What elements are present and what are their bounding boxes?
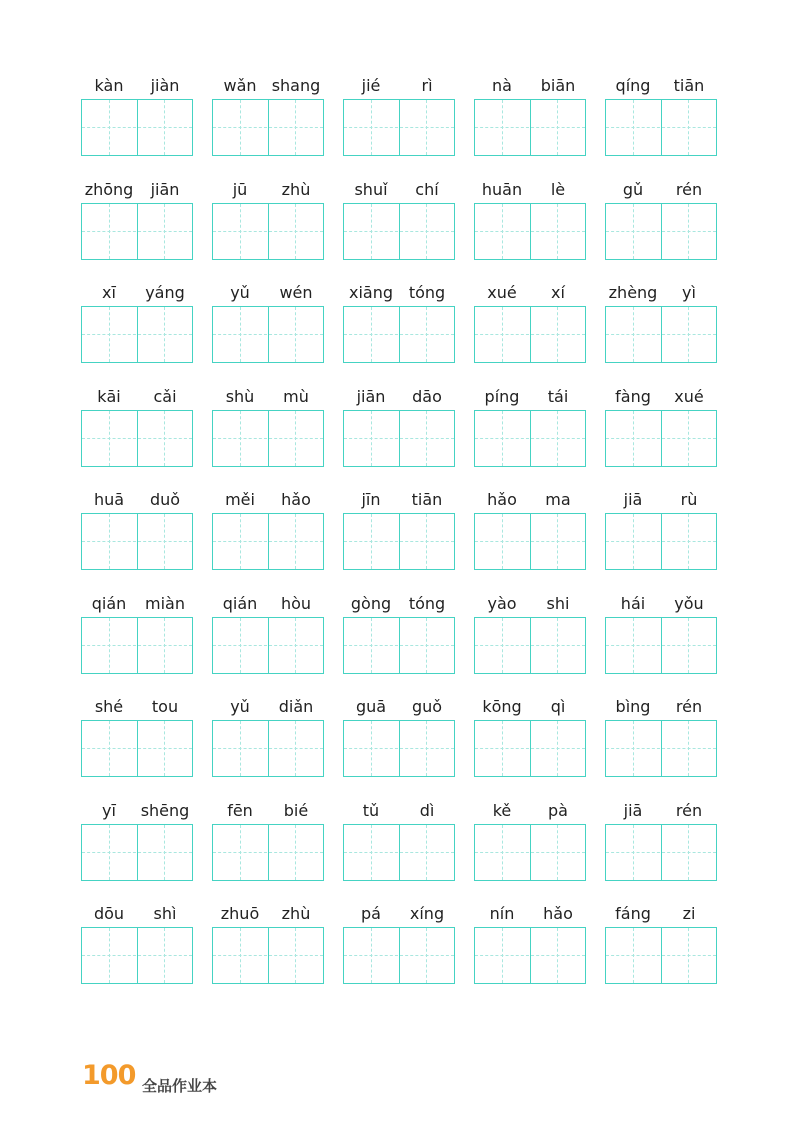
tianzige-writing-boxes[interactable]: [605, 99, 717, 156]
word-cell: [605, 386, 717, 480]
tianzige-writing-boxes[interactable]: [212, 410, 324, 467]
word-cell: [343, 75, 455, 169]
guide-line-horizontal: [475, 852, 585, 853]
pinyin-syllable: mù: [283, 387, 309, 406]
pinyin-syllable: shēng: [140, 801, 190, 820]
pinyin-syllable: zhù: [281, 180, 311, 199]
pinyin-syllable: gòng: [350, 594, 392, 613]
pinyin-syllable: hái: [620, 594, 646, 613]
word-cell: [81, 179, 193, 273]
pinyin-syllable: shù: [225, 387, 255, 406]
pinyin-syllable: gǔ: [622, 180, 644, 199]
pinyin-syllable: yǒu: [674, 594, 704, 613]
tianzige-writing-boxes[interactable]: [343, 927, 455, 984]
pinyin-syllable: fáng: [615, 904, 651, 923]
word-cell: [343, 179, 455, 273]
guide-line-horizontal: [606, 334, 716, 335]
pinyin-syllable: qì: [550, 697, 566, 716]
word-cell: [343, 800, 455, 894]
guide-line-horizontal: [82, 748, 192, 749]
tianzige-writing-boxes[interactable]: [474, 720, 586, 777]
pinyin-syllable: zhèng: [608, 283, 658, 302]
word-cell: [474, 800, 586, 894]
pinyin-syllable: jīn: [361, 490, 381, 509]
pinyin-syllable: zi: [682, 904, 696, 923]
word-cell: [212, 696, 324, 790]
pinyin-syllable: zhuō: [220, 904, 260, 923]
pinyin-syllable: ma: [545, 490, 571, 509]
tianzige-writing-boxes[interactable]: [81, 927, 193, 984]
pinyin-syllable: duǒ: [149, 490, 181, 509]
tianzige-writing-boxes[interactable]: [474, 927, 586, 984]
tianzige-writing-boxes[interactable]: [81, 306, 193, 363]
pinyin-syllable: jiàn: [150, 76, 180, 95]
pinyin-syllable: zhù: [281, 904, 311, 923]
guide-line-horizontal: [606, 645, 716, 646]
word-cell: [212, 489, 324, 583]
tianzige-writing-boxes[interactable]: [81, 513, 193, 570]
tianzige-writing-boxes[interactable]: [343, 99, 455, 156]
word-cell: [605, 903, 717, 997]
guide-line-horizontal: [606, 541, 716, 542]
pinyin-syllable: guā: [355, 697, 387, 716]
guide-line-horizontal: [344, 645, 454, 646]
tianzige-writing-boxes[interactable]: [343, 306, 455, 363]
pinyin-syllable: kě: [492, 801, 512, 820]
pinyin-syllable: pá: [361, 904, 381, 923]
tianzige-writing-boxes[interactable]: [343, 203, 455, 260]
word-cell: [605, 489, 717, 583]
tianzige-writing-boxes[interactable]: [474, 410, 586, 467]
pinyin-syllable: tiān: [411, 490, 443, 509]
word-cell: [605, 179, 717, 273]
pinyin-syllable: nà: [492, 76, 512, 95]
pinyin-syllable: píng: [484, 387, 520, 406]
word-cell: [212, 282, 324, 376]
pinyin-syllable: měi: [225, 490, 255, 509]
pinyin-syllable: rù: [680, 490, 698, 509]
pinyin-syllable: cǎi: [153, 387, 177, 406]
tianzige-writing-boxes[interactable]: [343, 617, 455, 674]
tianzige-writing-boxes[interactable]: [605, 306, 717, 363]
pinyin-syllable: bié: [283, 801, 309, 820]
guide-line-horizontal: [475, 438, 585, 439]
guide-line-horizontal: [82, 541, 192, 542]
word-cell: [474, 179, 586, 273]
pinyin-syllable: qián: [91, 594, 127, 613]
guide-line-horizontal: [213, 852, 323, 853]
word-cell: [81, 75, 193, 169]
pinyin-syllable: qíng: [615, 76, 651, 95]
tianzige-writing-boxes[interactable]: [81, 824, 193, 881]
brand-name: 全品作业本: [142, 1077, 218, 1095]
word-cell: [474, 903, 586, 997]
pinyin-syllable: fàng: [615, 387, 651, 406]
pinyin-syllable: yǔ: [230, 697, 250, 716]
word-cell: [343, 696, 455, 790]
pinyin-syllable: diǎn: [278, 697, 314, 716]
word-cell: [81, 903, 193, 997]
tianzige-writing-boxes[interactable]: [212, 513, 324, 570]
tianzige-writing-boxes[interactable]: [343, 410, 455, 467]
pinyin-syllable: jiā: [623, 490, 643, 509]
pinyin-syllable: jiān: [356, 387, 386, 406]
guide-line-horizontal: [344, 541, 454, 542]
guide-line-horizontal: [475, 127, 585, 128]
pinyin-syllable: jiā: [623, 801, 643, 820]
pinyin-syllable: rén: [675, 801, 703, 820]
pinyin-syllable: tóng: [408, 594, 446, 613]
pinyin-syllable: miàn: [145, 594, 185, 613]
guide-line-horizontal: [213, 127, 323, 128]
guide-line-horizontal: [344, 231, 454, 232]
tianzige-writing-boxes[interactable]: [474, 824, 586, 881]
word-cell: [474, 386, 586, 480]
pinyin-syllable: yī: [102, 801, 116, 820]
tianzige-writing-boxes[interactable]: [212, 927, 324, 984]
tianzige-writing-boxes[interactable]: [212, 617, 324, 674]
word-cell: [81, 386, 193, 480]
pinyin-syllable: tái: [547, 387, 569, 406]
pinyin-syllable: wǎn: [223, 76, 257, 95]
pinyin-syllable: xiāng: [348, 283, 393, 302]
guide-line-horizontal: [82, 334, 192, 335]
tianzige-writing-boxes[interactable]: [212, 203, 324, 260]
guide-line-horizontal: [213, 334, 323, 335]
guide-line-horizontal: [344, 334, 454, 335]
tianzige-writing-boxes[interactable]: [474, 617, 586, 674]
pinyin-syllable: huān: [481, 180, 523, 199]
pinyin-syllable: qián: [222, 594, 258, 613]
guide-line-horizontal: [213, 541, 323, 542]
guide-line-horizontal: [82, 127, 192, 128]
pinyin-syllable: yì: [682, 283, 696, 302]
guide-line-horizontal: [213, 645, 323, 646]
guide-line-horizontal: [344, 852, 454, 853]
word-cell: [474, 489, 586, 583]
word-cell: [81, 593, 193, 687]
word-cell: [343, 593, 455, 687]
guide-line-horizontal: [344, 438, 454, 439]
guide-line-horizontal: [344, 748, 454, 749]
word-cell: [81, 696, 193, 790]
pinyin-syllable: shé: [94, 697, 124, 716]
guide-line-horizontal: [606, 438, 716, 439]
pinyin-syllable: wén: [279, 283, 313, 302]
word-cell: [343, 386, 455, 480]
pinyin-syllable: dì: [419, 801, 435, 820]
pinyin-syllable: shang: [271, 76, 321, 95]
pinyin-syllable: dōu: [93, 904, 125, 923]
tianzige-writing-boxes[interactable]: [474, 99, 586, 156]
pinyin-syllable: hǎo: [543, 904, 573, 923]
pinyin-syllable: tǔ: [362, 801, 380, 820]
pinyin-syllable: yáng: [145, 283, 185, 302]
guide-line-horizontal: [213, 748, 323, 749]
word-cell: [343, 489, 455, 583]
pinyin-syllable: xī: [102, 283, 116, 302]
guide-line-horizontal: [606, 748, 716, 749]
tianzige-writing-boxes[interactable]: [605, 824, 717, 881]
pinyin-syllable: shi: [546, 594, 570, 613]
pinyin-syllable: tou: [151, 697, 179, 716]
pinyin-syllable: xí: [551, 283, 565, 302]
pinyin-syllable: kāi: [97, 387, 121, 406]
pinyin-syllable: tóng: [408, 283, 446, 302]
pinyin-syllable: guǒ: [411, 697, 443, 716]
word-cell: [212, 386, 324, 480]
word-cell: [605, 75, 717, 169]
pinyin-syllable: xíng: [409, 904, 445, 923]
tianzige-writing-boxes[interactable]: [474, 513, 586, 570]
tianzige-writing-boxes[interactable]: [474, 306, 586, 363]
word-cell: [212, 800, 324, 894]
guide-line-horizontal: [82, 231, 192, 232]
guide-line-horizontal: [606, 231, 716, 232]
tianzige-writing-boxes[interactable]: [605, 617, 717, 674]
pinyin-syllable: jié: [361, 76, 381, 95]
tianzige-writing-boxes[interactable]: [605, 203, 717, 260]
pinyin-syllable: rì: [421, 76, 433, 95]
guide-line-horizontal: [344, 127, 454, 128]
tianzige-writing-boxes[interactable]: [212, 824, 324, 881]
pinyin-syllable: bìng: [615, 697, 651, 716]
word-cell: [81, 282, 193, 376]
pinyin-syllable: hǎo: [487, 490, 517, 509]
pinyin-syllable: shuǐ: [354, 180, 388, 199]
pinyin-syllable: kàn: [94, 76, 124, 95]
word-cell: [474, 696, 586, 790]
pinyin-syllable: rén: [675, 697, 703, 716]
guide-line-horizontal: [475, 541, 585, 542]
pinyin-syllable: nín: [489, 904, 515, 923]
pinyin-syllable: kōng: [482, 697, 522, 716]
guide-line-horizontal: [213, 955, 323, 956]
word-cell: [605, 593, 717, 687]
pinyin-syllable: biān: [540, 76, 576, 95]
pinyin-syllable: pà: [548, 801, 568, 820]
pinyin-syllable: xué: [487, 283, 517, 302]
guide-line-horizontal: [475, 748, 585, 749]
tianzige-writing-boxes[interactable]: [343, 513, 455, 570]
word-cell: [343, 282, 455, 376]
pinyin-syllable: hòu: [280, 594, 312, 613]
guide-line-horizontal: [475, 645, 585, 646]
tianzige-writing-boxes[interactable]: [81, 720, 193, 777]
word-cell: [212, 179, 324, 273]
tianzige-writing-boxes[interactable]: [605, 720, 717, 777]
pinyin-syllable: rén: [675, 180, 703, 199]
tianzige-writing-boxes[interactable]: [474, 203, 586, 260]
tianzige-writing-boxes[interactable]: [81, 617, 193, 674]
pinyin-syllable: tiān: [673, 76, 705, 95]
pinyin-syllable: yǔ: [230, 283, 250, 302]
pinyin-syllable: jiān: [150, 180, 180, 199]
word-cell: [605, 696, 717, 790]
pinyin-syllable: lè: [550, 180, 566, 199]
guide-line-horizontal: [82, 852, 192, 853]
guide-line-horizontal: [606, 127, 716, 128]
word-cell: [605, 282, 717, 376]
word-cell: [81, 489, 193, 583]
tianzige-writing-boxes[interactable]: [212, 720, 324, 777]
pinyin-syllable: dāo: [412, 387, 442, 406]
guide-line-horizontal: [475, 334, 585, 335]
tianzige-writing-boxes[interactable]: [605, 410, 717, 467]
tianzige-writing-boxes[interactable]: [81, 99, 193, 156]
tianzige-writing-boxes[interactable]: [212, 99, 324, 156]
pinyin-syllable: yào: [487, 594, 517, 613]
pinyin-syllable: zhōng: [84, 180, 134, 199]
word-cell: [474, 75, 586, 169]
tianzige-writing-boxes[interactable]: [81, 203, 193, 260]
word-cell: [474, 593, 586, 687]
pinyin-syllable: hǎo: [281, 490, 311, 509]
guide-line-horizontal: [606, 955, 716, 956]
pinyin-syllable: jū: [232, 180, 248, 199]
guide-line-horizontal: [213, 438, 323, 439]
guide-line-horizontal: [344, 955, 454, 956]
tianzige-writing-boxes[interactable]: [343, 720, 455, 777]
word-cell: [212, 75, 324, 169]
tianzige-writing-boxes[interactable]: [343, 824, 455, 881]
guide-line-horizontal: [606, 852, 716, 853]
guide-line-horizontal: [475, 955, 585, 956]
pinyin-syllable: xué: [674, 387, 704, 406]
pinyin-syllable: shì: [153, 904, 177, 923]
guide-line-horizontal: [82, 645, 192, 646]
word-cell: [343, 903, 455, 997]
pinyin-syllable: fēn: [227, 801, 253, 820]
word-cell: [605, 800, 717, 894]
tianzige-writing-boxes[interactable]: [212, 306, 324, 363]
guide-line-horizontal: [82, 955, 192, 956]
guide-line-horizontal: [475, 231, 585, 232]
pinyin-syllable: chí: [415, 180, 439, 199]
guide-line-horizontal: [213, 231, 323, 232]
page-number: 100: [82, 1060, 136, 1091]
tianzige-writing-boxes[interactable]: [605, 513, 717, 570]
tianzige-writing-boxes[interactable]: [81, 410, 193, 467]
word-cell: [212, 903, 324, 997]
word-cell: [81, 800, 193, 894]
tianzige-writing-boxes[interactable]: [605, 927, 717, 984]
guide-line-horizontal: [82, 438, 192, 439]
pinyin-syllable: huā: [93, 490, 125, 509]
word-cell: [474, 282, 586, 376]
word-cell: [212, 593, 324, 687]
